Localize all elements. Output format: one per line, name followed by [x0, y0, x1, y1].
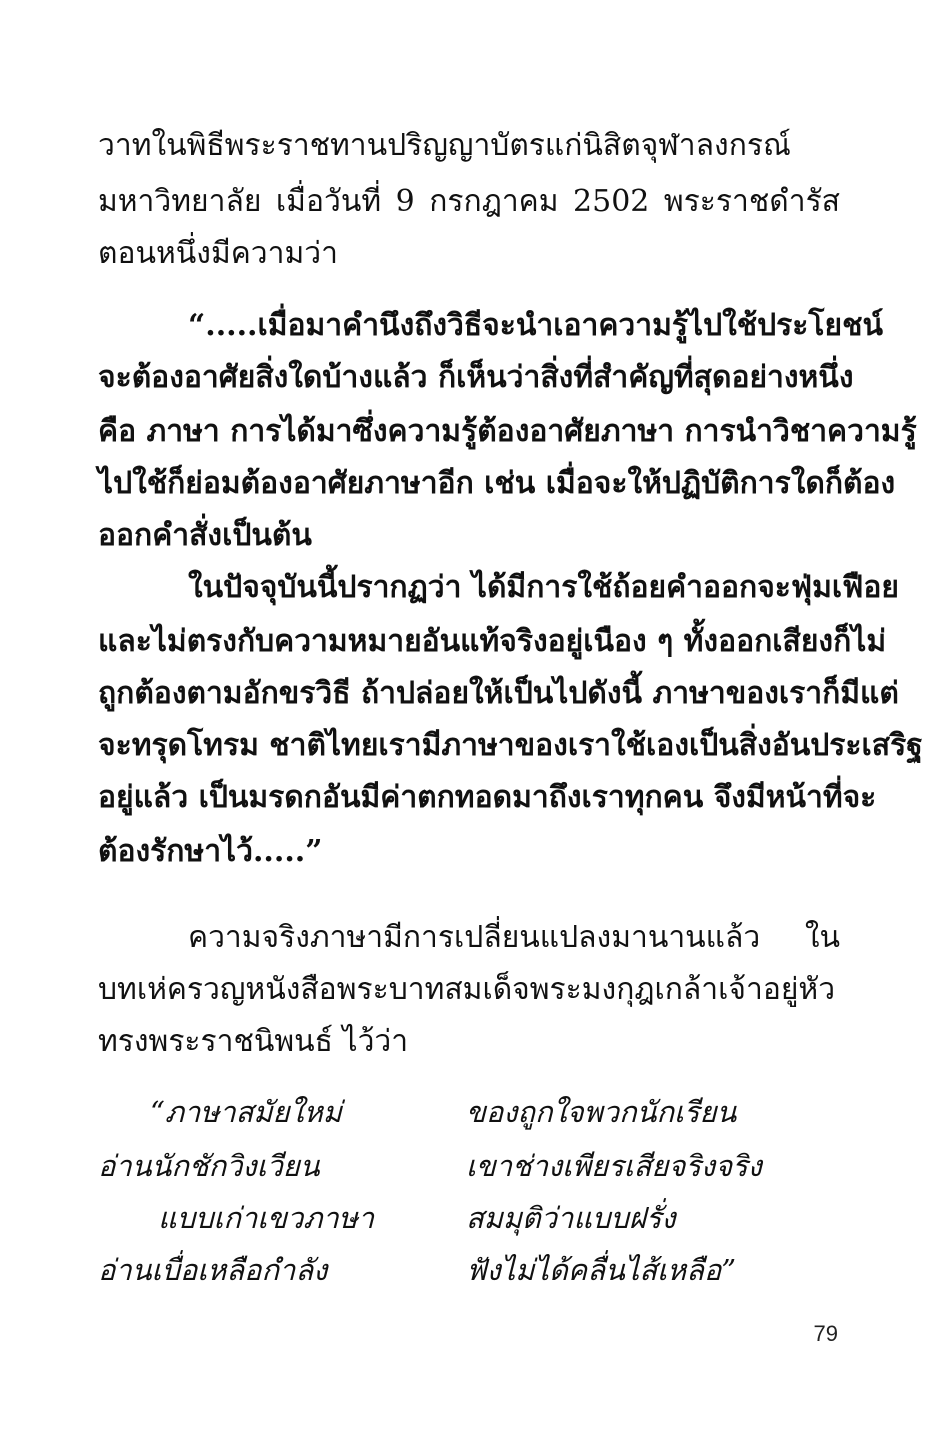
- text-line: ในปัจจุบันนี้ปรากฏว่า ได้มีการใช้ถ้อยคำออกจะฟุ่มเฟือย: [188, 570, 900, 605]
- poem-verse-left: “ภาษาสมัยใหม่: [150, 1095, 342, 1129]
- poem-verse-right: ของถูกใจพวกนักเรียน: [466, 1095, 737, 1129]
- text-line: จะทรุดโทรม ชาติไทยเรามีภาษาของเราใช้เองเป็นสิ่งอันประเสริฐ: [98, 728, 923, 763]
- text-line: บทเห่ครวญหนังสือพระบาทสมเด็จพระมงกุฎเกล้าเจ้าอยู่หัว: [98, 972, 836, 1007]
- text-line: ต้องรักษาไว้.....”: [98, 834, 323, 869]
- text-line: อยู่แล้ว เป็นมรดกอันมีค่าตกทอดมาถึงเราทุกคน จึงมีหน้าที่จะ: [98, 780, 877, 815]
- poem-verse-right: เขาช่างเพียรเสียจริงจริง: [466, 1149, 762, 1183]
- text-line: จะต้องอาศัยสิ่งใดบ้างแล้ว ก็เห็นว่าสิ่งที่สำคัญที่สุดอย่างหนึ่ง: [98, 360, 854, 395]
- poem-verse-right: ฟังไม่ได้คลื่นไส้เหลือ”: [466, 1253, 737, 1287]
- text-line: ถูกต้องตามอักขรวิธี ถ้าปล่อยให้เป็นไปดังนี้ ภาษาของเราก็มีแต่: [98, 676, 899, 711]
- poem-verse-left: อ่านนักชักวิงเวียน: [98, 1149, 320, 1183]
- text-line: วาทในพิธีพระราชทานปริญญาบัตรแก่นิสิตจุฬาลงกรณ์: [98, 128, 791, 163]
- poem-verse-left: อ่านเบื่อเหลือกำลัง: [98, 1253, 328, 1287]
- text-line: ความจริงภาษามีการเปลี่ยนแปลงมานานแล้ว ใน: [188, 920, 840, 955]
- text-line: ไปใช้ก็ย่อมต้องอาศัยภาษาอีก เช่น เมื่อจะให้ปฏิบัติการใดก็ต้อง: [98, 466, 896, 501]
- text-line: มหาวิทยาลัย เมื่อวันที่ 9 กรกฎาคม 2502 พระราชดำรัส: [98, 184, 840, 219]
- text-line: และไม่ตรงกับความหมายอันแท้จริงอยู่เนือง ๆ ทั้งออกเสียงก็ไม่: [98, 624, 887, 659]
- poem-verse-left: แบบเก่าเขวภาษา: [158, 1201, 375, 1235]
- text-line: ออกคำสั่งเป็นต้น: [98, 518, 312, 553]
- text-line: คือ ภาษา การได้มาซึ่งความรู้ต้องอาศัยภาษา การนำวิชาความรู้: [98, 414, 917, 449]
- text-line: ตอนหนึ่งมีความว่า: [98, 236, 338, 271]
- text-line: ทรงพระราชนิพนธ์ ไว้ว่า: [98, 1024, 409, 1059]
- text-line: “.....เมื่อมาคำนึงถึงวิธีจะนำเอาความรู้ไปใช้ประโยชน์: [188, 308, 883, 343]
- page-number: 79: [813, 1321, 838, 1346]
- poem-verse-right: สมมุติว่าแบบฝรั่ง: [466, 1201, 676, 1235]
